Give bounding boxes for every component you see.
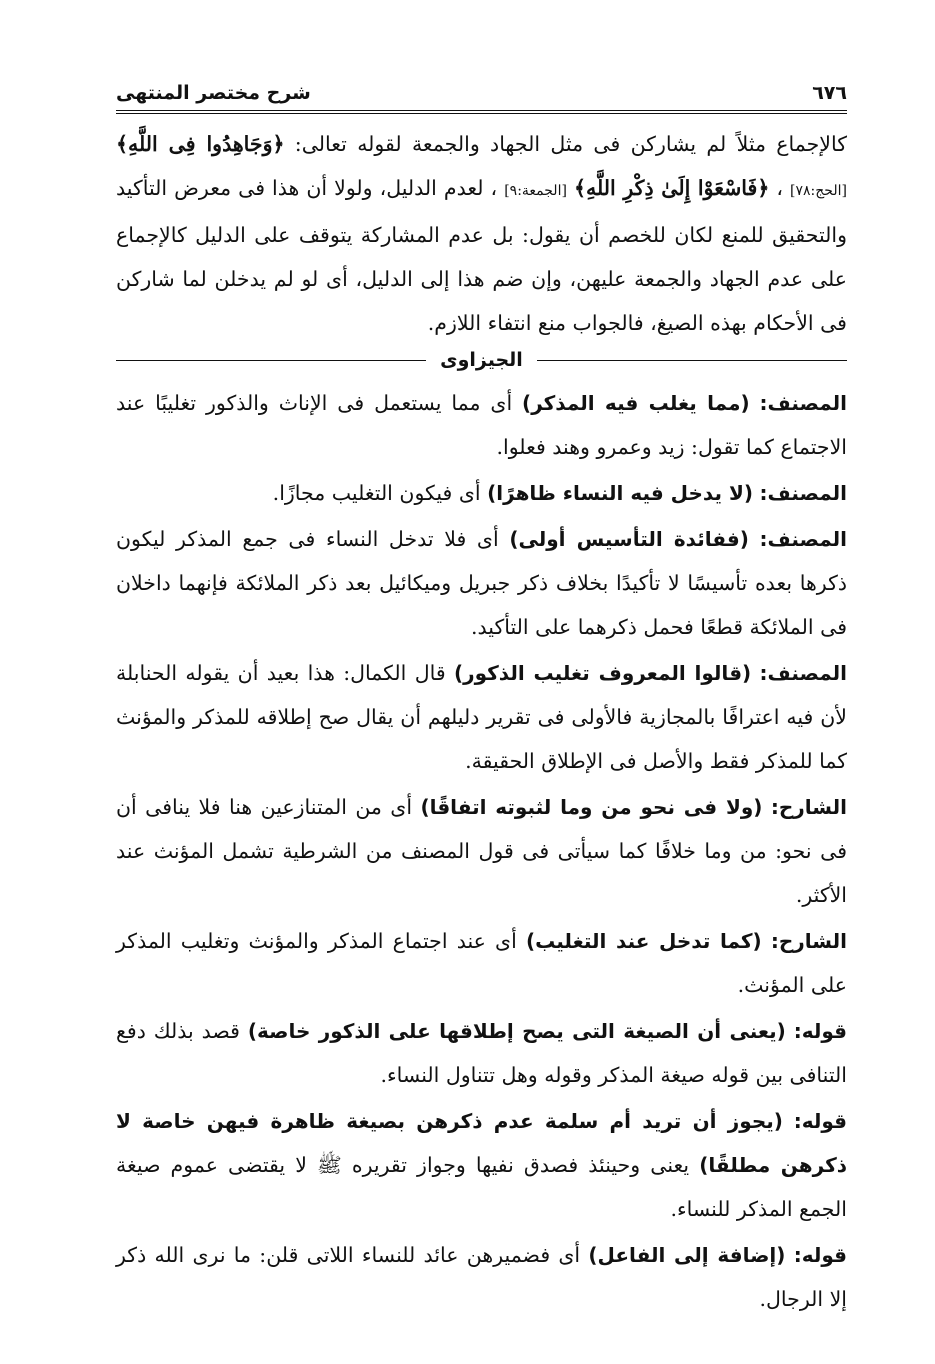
- note-2: [116, 471, 847, 515]
- note-text: قصد بذلك دفع التنافى بين قوله صيغة المذكر وقوله وهل تتناول النساء.: [116, 1019, 847, 1087]
- note-quote: (إضافة إلى الفاعل): [588, 1243, 786, 1267]
- verse-separator: ،: [769, 176, 783, 200]
- page-header: [116, 76, 847, 104]
- passage-text-end: ، لعدم الدليل، ولولا أن هذا فى معرض التأكيد والتحقيق للمنع لكان للخصم أن يقول: بل عدم المشاركة يتوقف على الدليل كالإجماع على عدم الجهاد والجمعة عليهن، وإن ضم هذا إلى الدليل، أى لو لم يدخلن لما شاركن فى الأحكام بهذه الصيغ، فالجواب منع انتفاء اللازم.: [116, 176, 847, 335]
- section-title: الجيزاوى: [440, 349, 523, 371]
- quran-verse-2: ﴿فَاسْعَوْا إِلَىٰ ذِكْرِ اللَّهِ﴾: [573, 176, 770, 200]
- running-title: شرح مختصر المنتهى: [116, 82, 311, 104]
- commentary-notes: [116, 381, 847, 1321]
- note-quote: (يجوز أن تريد أم سلمة عدم ذكرهن بصيغة ظاهرة فيهن خاصة لا ذكرهن مطلقًا): [116, 1109, 847, 1177]
- note-lead: المصنف:: [759, 661, 847, 685]
- note-lead: قوله:: [793, 1109, 847, 1133]
- note-quote: (قالوا المعروف تغليب الذكور): [453, 661, 752, 685]
- quran-verse-1: ﴿وَجَاهِدُوا فِى اللَّهِ﴾: [116, 132, 285, 156]
- note-lead: الشارح:: [770, 929, 847, 953]
- section-divider: [116, 349, 847, 371]
- note-quote: (لا يدخل فيه النساء ظاهرًا): [487, 481, 753, 505]
- note-text: قال الكمال: هذا بعيد أن يقوله الحنابلة لأن فيه اعترافًا بالمجازية فالأولى فى تقرير دليلهم أن يقال صح إطلاقه للمذكر والمؤنث كما للمذكر فقط والأصل فى الإطلاق الحقيقة.: [116, 661, 847, 773]
- note-8: [116, 1099, 847, 1231]
- note-5: [116, 785, 847, 917]
- note-quote: (ولا فى نحو من وما لثبوته اتفاقًا): [420, 795, 763, 819]
- note-text: أى مما يستعمل فى الإناث والذكور تغليبًا عند الاجتماع كما تقول: زيد وعمرو وهند فعلوا.: [116, 391, 847, 459]
- note-quote: (ففائدة التأسيس أولى): [509, 527, 749, 551]
- passage-text-start: كالإجماع مثلاً لم يشاركن فى مثل الجهاد والجمعة لقوله تعالى:: [284, 132, 848, 156]
- top-passage: [116, 122, 847, 345]
- note-lead: المصنف:: [759, 391, 847, 415]
- note-text: أى فيكون التغليب مجازًا.: [272, 481, 488, 505]
- note-lead: قوله:: [793, 1019, 847, 1043]
- note-text: يعنى وحينئذ فصدق نفيها وجواز تقريره ﷺ لا يقتضى عموم صيغة الجمع المذكر للنساء.: [116, 1153, 847, 1221]
- divider-line-left: [116, 360, 426, 361]
- page-number: ٦٧٦: [812, 82, 847, 104]
- note-quote: (كما تدخل عند التغليب): [525, 929, 762, 953]
- verse-reference-1: [الحج:٧٨]: [790, 183, 847, 199]
- note-lead: المصنف:: [759, 481, 847, 505]
- note-6: [116, 919, 847, 1007]
- header-rule-thin: [116, 113, 847, 114]
- note-4: [116, 651, 847, 783]
- note-text: أى من المتنازعين هنا فلا ينافى أن فى نحو: من وما خلافًا كما سيأتى فى قول المصنف من الشرطية تشمل المؤنث عند الأكثر.: [116, 795, 847, 907]
- note-lead: قوله:: [793, 1243, 847, 1267]
- note-text: أى فلا تدخل النساء فى جمع المذكر ليكون ذكرها بعده تأسيسًا لا تأكيدًا بخلاف ذكر جبريل وميكائيل بعد ذكر الملائكة فإنهما داخلان فى الملائكة قطعًا فحمل ذكرهما على التأكيد.: [116, 527, 847, 639]
- note-quote: (يعنى أن الصيغة التى يصح إطلاقها على الذكور خاصة): [247, 1019, 786, 1043]
- verse-reference-2: [الجمعة:٩]: [504, 183, 567, 199]
- note-quote: (مما يغلب فيه المذكر): [522, 391, 750, 415]
- note-lead: المصنف:: [759, 527, 847, 551]
- note-9: [116, 1233, 847, 1321]
- header-rule: [116, 110, 847, 111]
- note-text: أى فضميرهن عائد للنساء اللاتى قلن: ما نرى الله ذكر إلا الرجال.: [116, 1243, 847, 1311]
- note-3: [116, 517, 847, 649]
- note-lead: الشارح:: [770, 795, 847, 819]
- note-text: أى عند اجتماع المذكر والمؤنث وتغليب المذكر على المؤنث.: [116, 929, 847, 997]
- note-7: [116, 1009, 847, 1097]
- divider-line-right: [537, 360, 847, 361]
- note-1: [116, 381, 847, 469]
